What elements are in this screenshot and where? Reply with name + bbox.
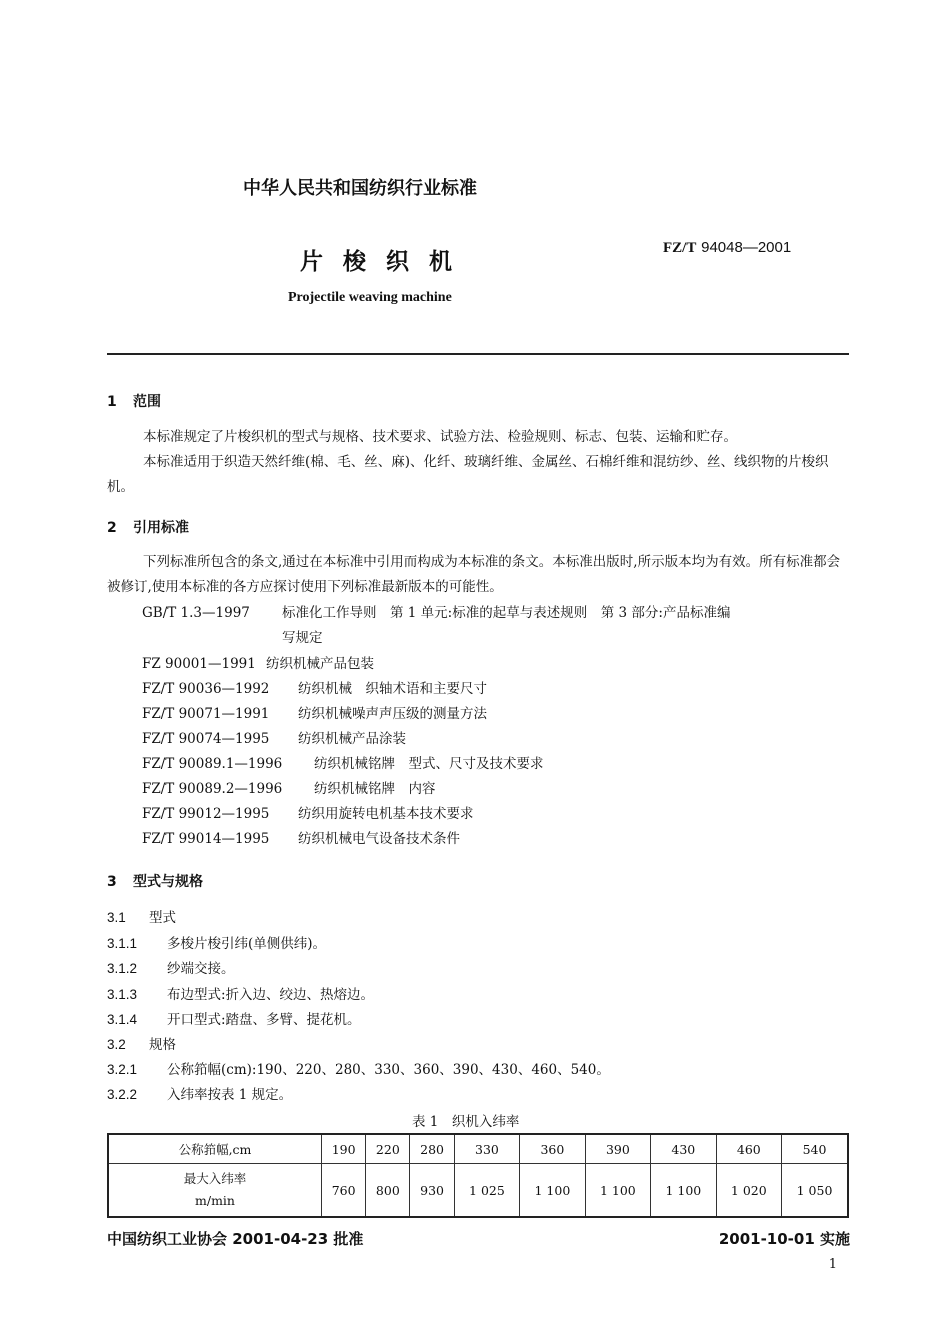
footer-divider [107, 1216, 849, 1218]
section-1-heading [107, 391, 161, 411]
section-2-paragraph: 下列标准所包含的条文,通过在本标准中引用而构成为本标准的条文。本标准出版时,所示版本均为有效。所有标准都会被修订,使用本标准的各方应探讨使用下列标准最新版本的可能性。 [107, 554, 841, 595]
reference-code: FZ 90001—1991 [142, 656, 256, 672]
reference-title: 纺织机械电气设备技术条件 [298, 831, 460, 847]
clause-number: 3.1.2 [107, 961, 138, 976]
clause-number: 3.1.4 [107, 1012, 138, 1027]
reference-item [142, 827, 460, 847]
table-cell: 390 [585, 1134, 650, 1164]
clause-number: 3.1.3 [107, 987, 138, 1002]
reference-item [142, 752, 544, 772]
reference-code: FZ/T 99014—1995 [142, 831, 270, 847]
standard-code-prefix: FZ/T [663, 240, 697, 256]
section-2-number: 2 [107, 520, 117, 536]
approval-line: 中国纺织工业协会 2001-04-23 批准 [107, 1230, 364, 1248]
section-3-heading [107, 871, 203, 891]
reference-title: 标准化工作导则 第 1 单元:标准的起草与表述规则 第 3 部分:产品标准编 [282, 605, 731, 621]
reference-item [142, 777, 436, 797]
english-title: Projectile weaving machine [288, 290, 452, 305]
table-cell: 1 100 [585, 1164, 650, 1218]
table-cell: 280 [410, 1134, 454, 1164]
implementation-line: 2001-10-01 实施 [718, 1230, 850, 1248]
table-cell: 330 [454, 1134, 519, 1164]
row-header-weft-rate-label: 最大入纬率 [183, 1171, 247, 1186]
section-1-title: 范围 [133, 394, 161, 410]
table-cell: 430 [651, 1134, 716, 1164]
table-cell: 800 [366, 1164, 410, 1218]
row-header-weft-rate [108, 1164, 322, 1218]
table-cell: 1 020 [716, 1164, 781, 1218]
section-1-paragraph-1: 本标准规定了片梭织机的型式与规格、技术要求、试验方法、检验规则、标志、包装、运输和贮存。 [143, 429, 737, 445]
clause-text: 规格 [149, 1037, 176, 1053]
clause-item [107, 1058, 610, 1078]
header-divider [107, 353, 849, 355]
row-header-weft-rate-unit: m/min [195, 1193, 235, 1208]
clause-text: 公称筘幅(cm):190、220、280、330、360、390、430、460、540。 [167, 1062, 610, 1078]
table-cell: 220 [366, 1134, 410, 1164]
clause-text: 入纬率按表 1 规定。 [167, 1087, 293, 1103]
table-row [108, 1134, 848, 1164]
clause-number: 3.2.1 [107, 1062, 138, 1077]
standard-code [663, 238, 791, 257]
table-cell: 930 [410, 1164, 454, 1218]
reference-item [142, 802, 474, 822]
section-1-number: 1 [107, 394, 117, 410]
table-cell: 460 [716, 1134, 781, 1164]
table-cell: 540 [782, 1134, 848, 1164]
reference-title: 纺织机械产品包装 [266, 656, 374, 672]
page-number: 1 [828, 1257, 837, 1272]
reference-item [142, 601, 730, 621]
clause-item [107, 983, 374, 1003]
table-cell: 1 100 [520, 1164, 585, 1218]
reference-title: 纺织用旋转电机基本技术要求 [298, 806, 474, 822]
clause-text: 多梭片梭引纬(单侧供纬)。 [167, 936, 327, 952]
clause-item [107, 1083, 292, 1103]
clause-item [107, 1033, 176, 1053]
table-row [108, 1164, 848, 1218]
weft-insertion-rate-table [107, 1133, 849, 1218]
section-2-heading [107, 517, 189, 537]
reference-title: 纺织机械铭牌 内容 [314, 781, 436, 797]
reference-code: FZ/T 90089.2—1996 [142, 781, 283, 797]
table-cell: 760 [322, 1164, 366, 1218]
clause-item [107, 932, 326, 952]
reference-code: FZ/T 99012—1995 [142, 806, 270, 822]
reference-item [142, 702, 487, 722]
section-3-title: 型式与规格 [133, 874, 203, 890]
clause-number: 3.2 [107, 1037, 126, 1052]
clause-text: 纱端交接。 [167, 961, 235, 977]
issuing-organization: 中华人民共和国纺织行业标准 [243, 178, 477, 199]
standard-code-number: 94048—2001 [701, 239, 792, 256]
reference-code: FZ/T 90071—1991 [142, 706, 270, 722]
clause-number: 3.1 [107, 910, 126, 925]
clause-number: 3.1.1 [107, 936, 138, 951]
table-cell: 190 [322, 1134, 366, 1164]
clause-item [107, 1008, 361, 1028]
reference-item [142, 677, 487, 697]
reference-code: FZ/T 90036—1992 [142, 681, 270, 697]
reference-title: 纺织机械铭牌 型式、尺寸及技术要求 [314, 756, 544, 772]
row-header-reed-width: 公称筘幅,cm [108, 1134, 322, 1164]
document-title: 片梭织机 [300, 249, 472, 275]
section-3-number: 3 [107, 874, 117, 890]
reference-code: FZ/T 90089.1—1996 [142, 756, 283, 772]
section-1-paragraph-2: 本标准适用于织造天然纤维(棉、毛、丝、麻)、化纤、玻璃纤维、金属丝、石棉纤维和混纺纱、丝、线织物的片梭织机。 [107, 454, 829, 495]
table-cell: 1 100 [651, 1164, 716, 1218]
clause-text: 型式 [149, 910, 176, 926]
reference-item [142, 652, 374, 672]
clause-text: 布边型式:折入边、绞边、热熔边。 [167, 987, 375, 1003]
reference-code: GB/T 1.3—1997 [142, 605, 250, 621]
reference-title: 纺织机械 织轴术语和主要尺寸 [298, 681, 487, 697]
section-2-title: 引用标准 [133, 520, 189, 536]
table-cell: 360 [520, 1134, 585, 1164]
reference-title: 纺织机械噪声声压级的测量方法 [298, 706, 487, 722]
table-cell: 1 025 [454, 1164, 519, 1218]
clause-item [107, 957, 235, 977]
clause-text: 开口型式:踏盘、多臂、提花机。 [167, 1012, 361, 1028]
clause-item [107, 906, 176, 926]
clause-number: 3.2.2 [107, 1087, 138, 1102]
reference-item [142, 727, 406, 747]
table-caption: 表 1 织机入纬率 [412, 1114, 520, 1130]
table-cell: 1 050 [782, 1164, 848, 1218]
reference-title: 纺织机械产品涂装 [298, 731, 406, 747]
reference-title-continued: 写规定 [282, 630, 323, 646]
reference-code: FZ/T 90074—1995 [142, 731, 270, 747]
